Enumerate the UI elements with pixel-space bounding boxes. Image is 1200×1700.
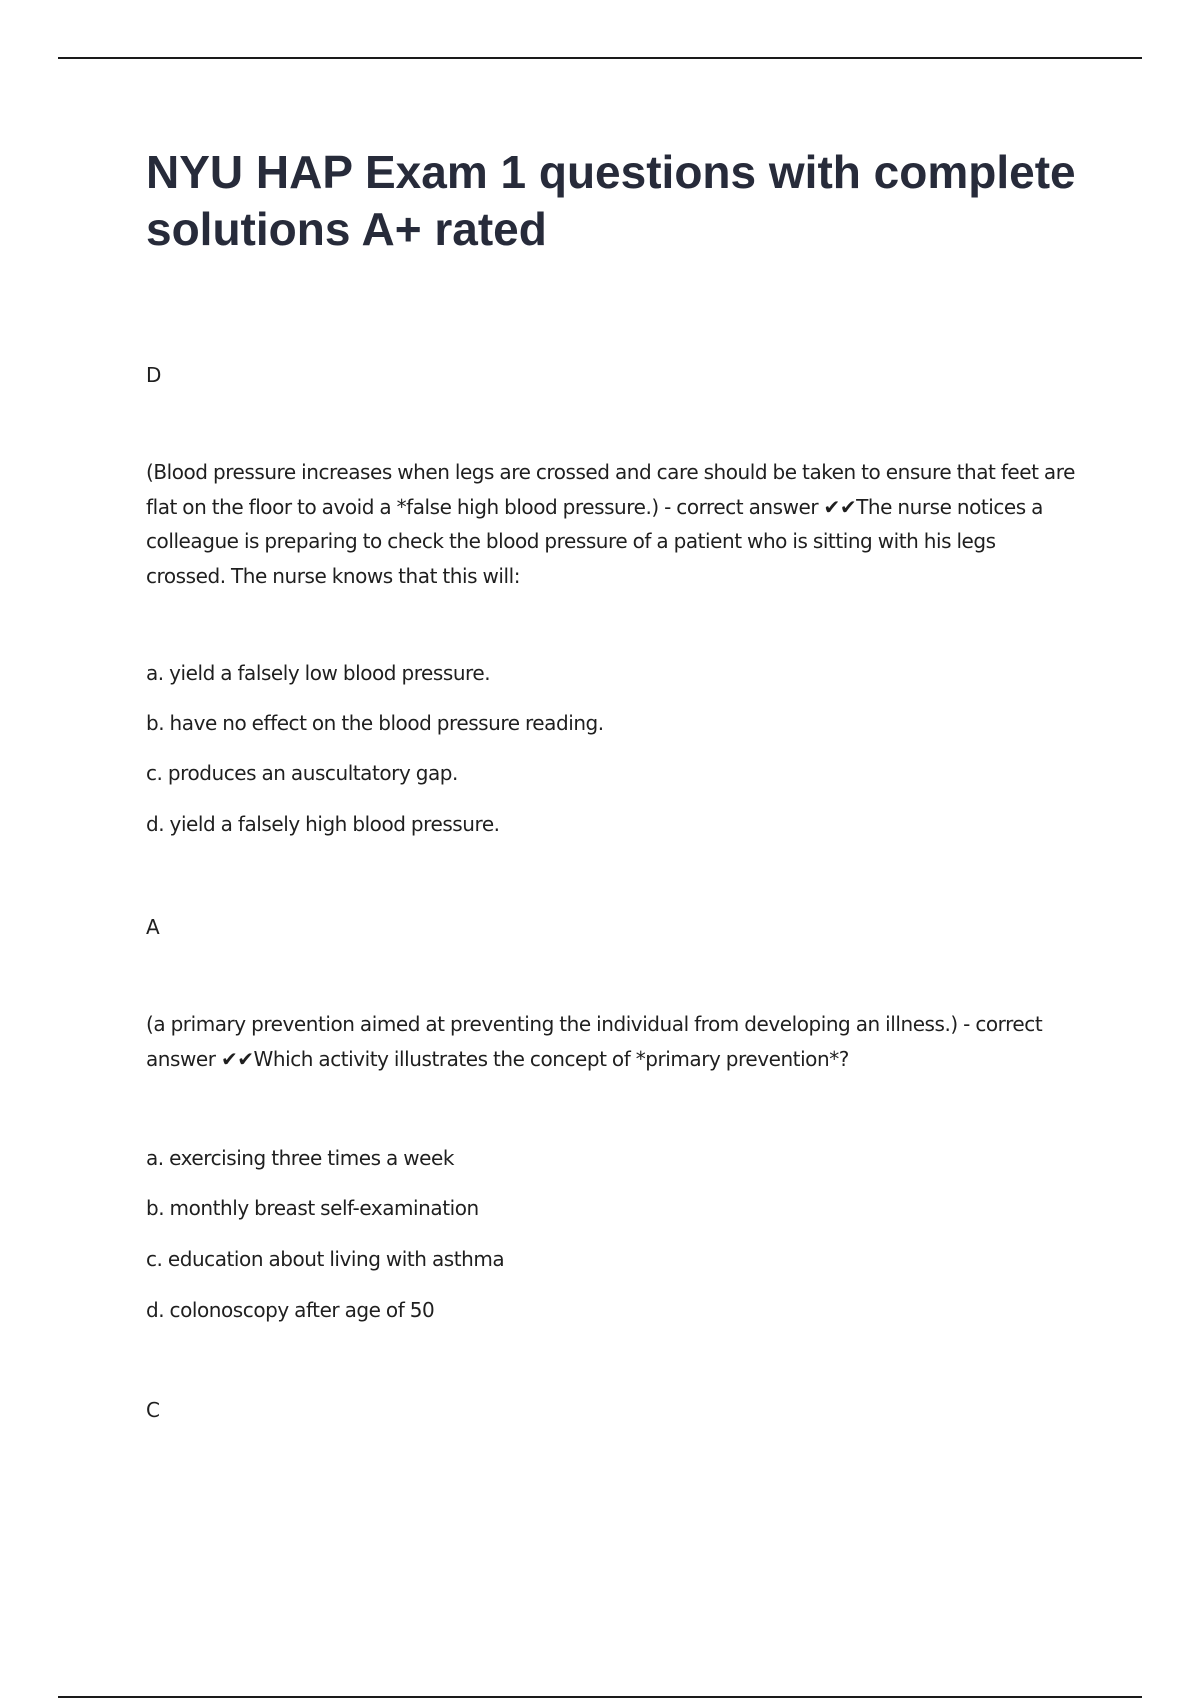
- question-2-option-d: d. colonoscopy after age of 50: [146, 1298, 435, 1322]
- top-divider: [58, 57, 1142, 59]
- answer-letter-2: A: [146, 915, 160, 939]
- answer-letter-3: C: [146, 1398, 160, 1422]
- question-1-option-b: b. have no effect on the blood pressure reading.: [146, 711, 604, 735]
- question-2-option-a: a. exercising three times a week: [146, 1146, 454, 1170]
- question-1-option-c: c. produces an auscultatory gap.: [146, 761, 458, 785]
- question-2-option-b: b. monthly breast self-examination: [146, 1196, 479, 1220]
- question-2-option-c: c. education about living with asthma: [146, 1247, 505, 1271]
- answer-letter-1: D: [146, 363, 161, 387]
- question-1-option-d: d. yield a falsely high blood pressure.: [146, 812, 500, 836]
- question-1-option-a: a. yield a falsely low blood pressure.: [146, 661, 491, 685]
- question-2-text: (a primary prevention aimed at preventing the individual from developing an illness.) - correct answer ✔✔Which activity illustrates the concept of *primary prevention*?: [146, 1012, 1043, 1071]
- bottom-divider: [58, 1696, 1142, 1698]
- question-1-text: (Blood pressure increases when legs are crossed and care should be taken to ensure that feet are flat on the floor to avoid a *false high blood pressure.) - correct answer ✔✔The nurse notices a colleague is preparing to check the blood pressure of a patient who is sitting with his legs crossed. The nurse knows that this will:: [146, 460, 1075, 588]
- document-title: NYU HAP Exam 1 questions with complete solutions A+ rated: [146, 146, 1076, 255]
